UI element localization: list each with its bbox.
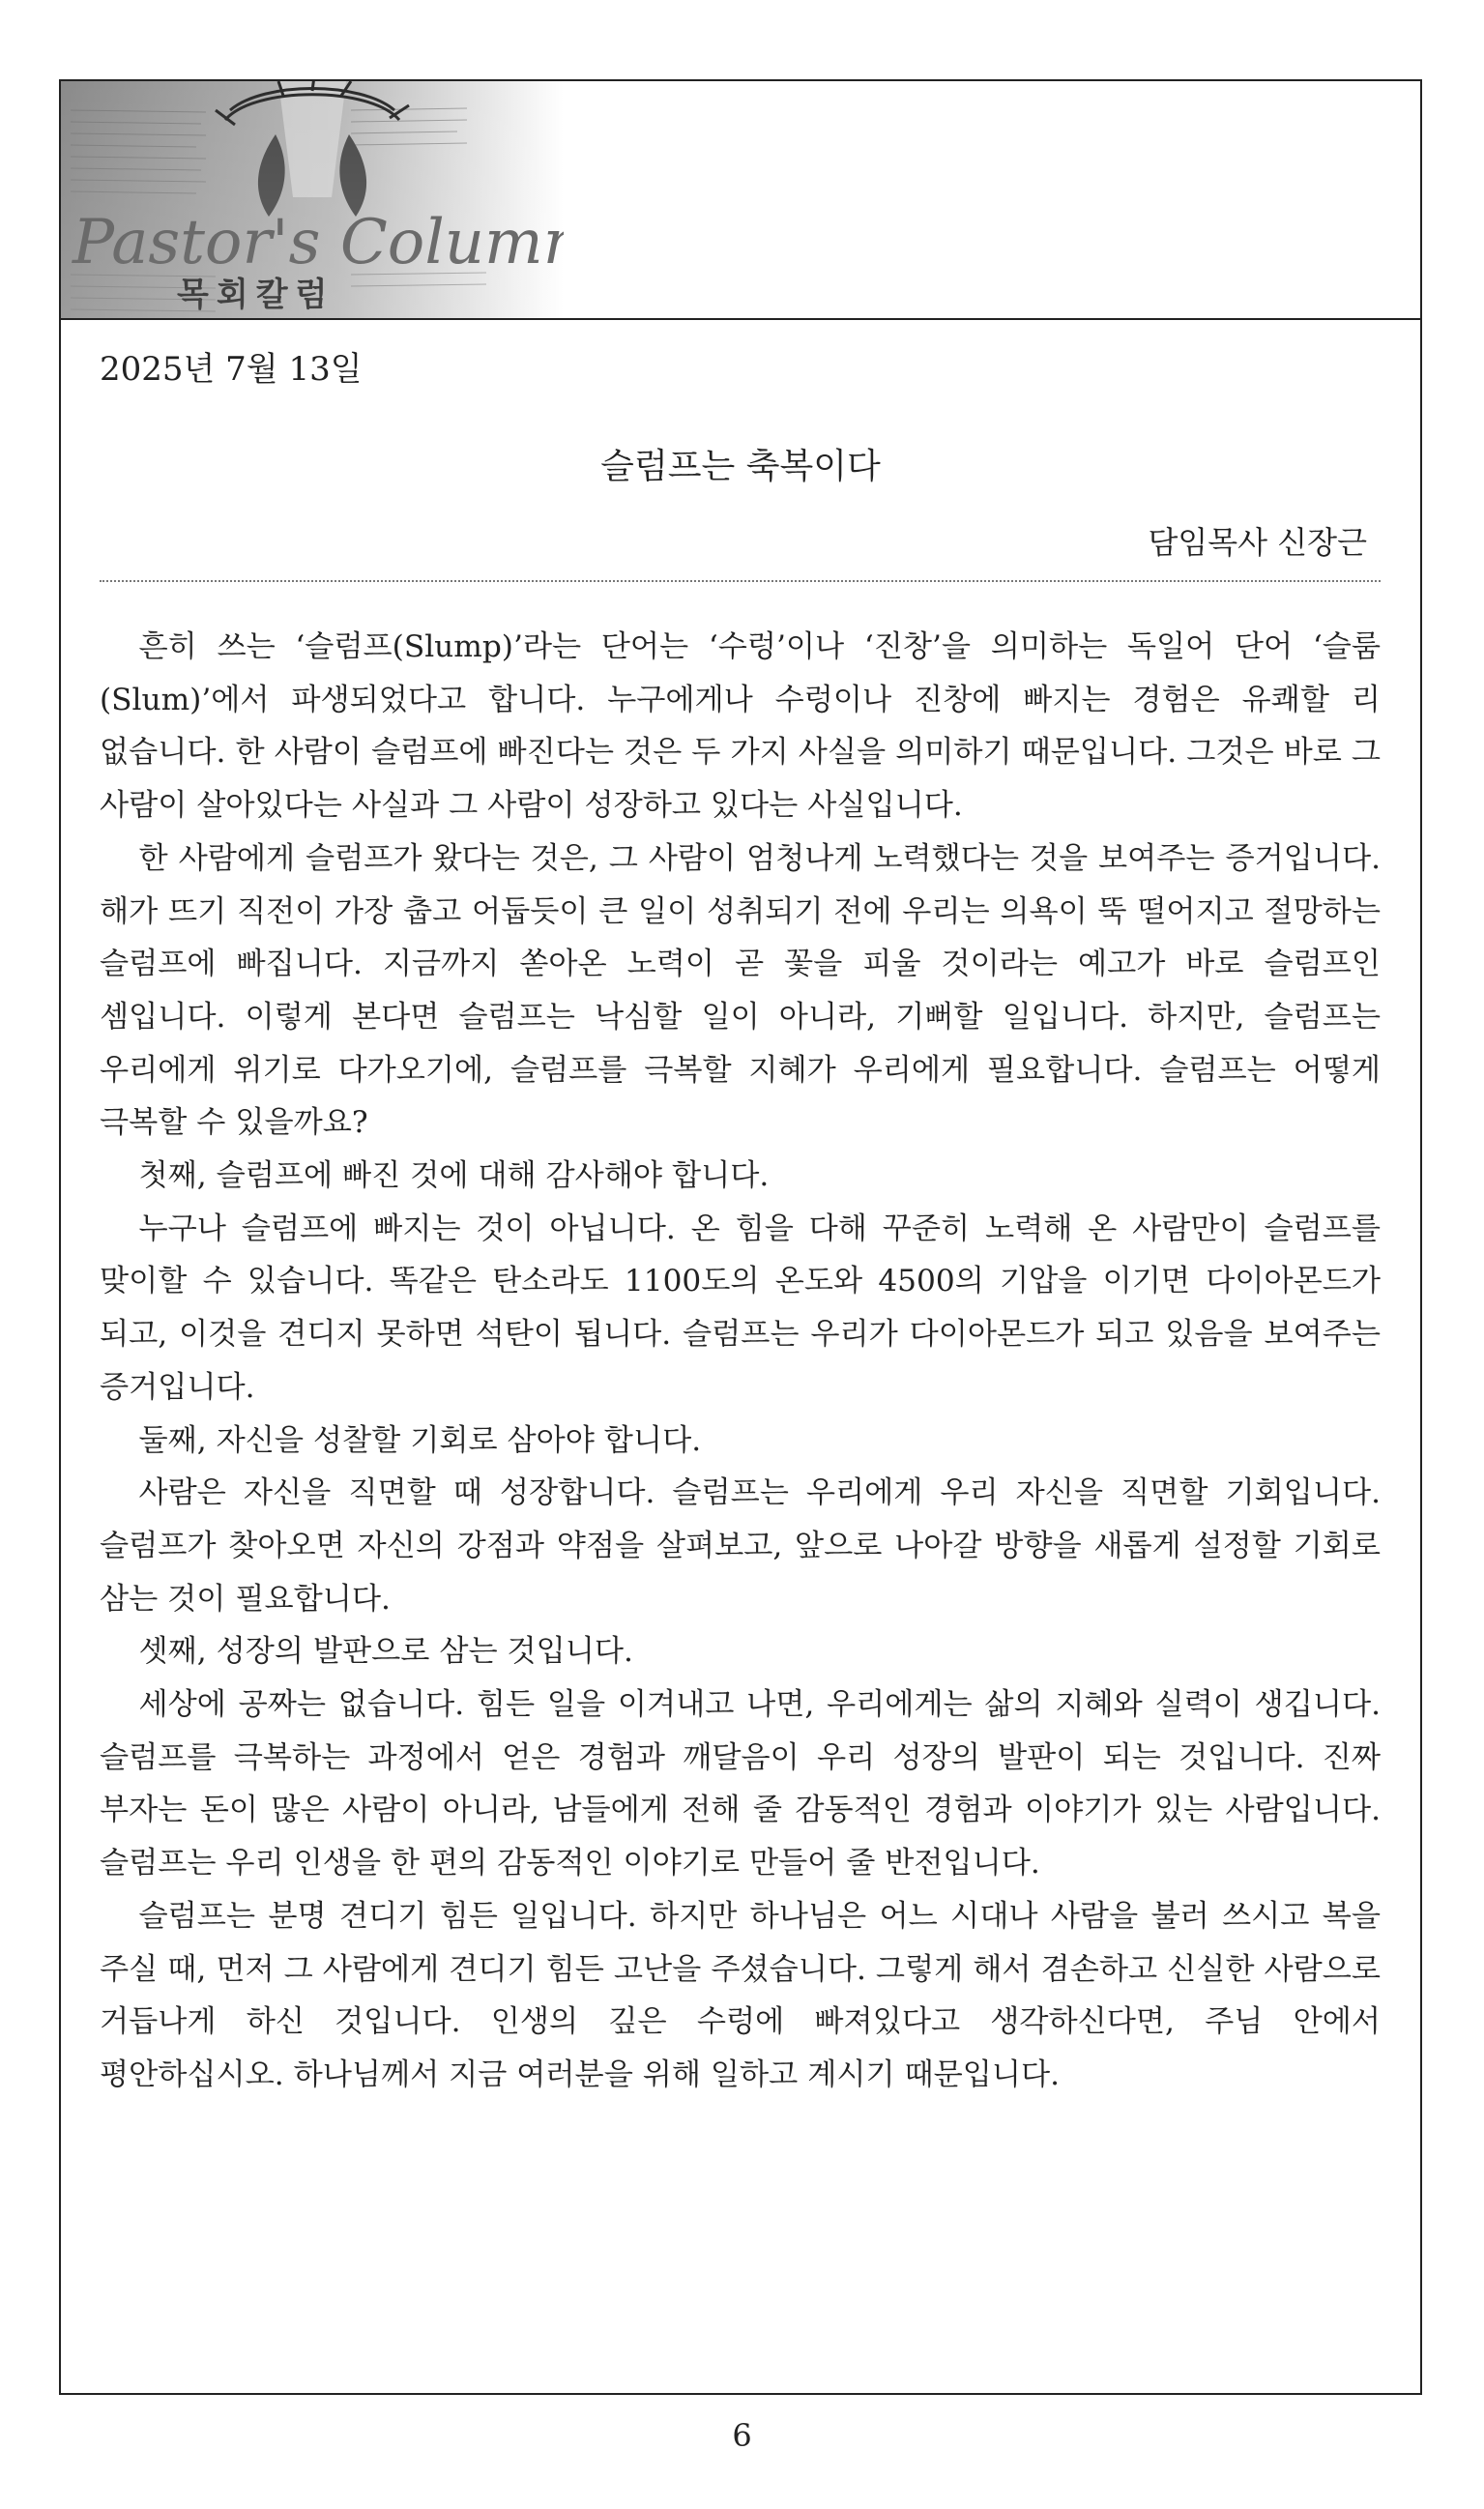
paragraph: 셋째, 성장의 발판으로 삼는 것입니다.: [138, 1634, 633, 1670]
column-frame: [59, 79, 1422, 2395]
column-header: [61, 81, 1420, 320]
paragraph: 둘째, 자신을 성찰할 기회로 삼아야 합니다.: [138, 1422, 702, 1458]
page-number: 6: [732, 2417, 752, 2454]
page-title: 슬럼프는 축복이다: [600, 447, 881, 486]
paragraph: 첫째, 슬럼프에 빠진 것에 대해 감사해야 합니다.: [138, 1158, 770, 1194]
column-date: 2025년 7월 13일: [100, 350, 363, 389]
author-name: 담임목사 신장근: [1148, 524, 1367, 561]
column-body: [100, 621, 1381, 2102]
paragraph: 누구나 슬럼프에 빠지는 것이 아닙니다. 온 힘을 다해 꾸준히 노력해 온 사람만이 슬럼프를 맞이할 수 있습니다. 똑같은 탄소라도 1100도의 온도와 4500의 기압을 이기면 다이아몬드가 되고, 이것을 견디지 못하면 석탄이 됩니다. 슬럼프는 우리가 다이아몬드가 되고 있음을 보여주는 증거입니다.: [100, 1211, 1381, 1405]
paragraph: 사람은 자신을 직면할 때 성장합니다. 슬럼프는 우리에게 우리 자신을 직면할 기회입니다. 슬럼프가 찾아오면 자신의 강점과 약점을 살펴보고, 앞으로 나아갈 방향을 새롭게 설정할 기회로 삼는 것이 필요합니다.: [100, 1475, 1381, 1617]
pastors-column-banner: [61, 81, 564, 318]
paragraph: 한 사람에게 슬럼프가 왔다는 것은, 그 사람이 엄청나게 노력했다는 것을 보여주는 증거입니다. 해가 뜨기 직전이 가장 춥고 어둡듯이 큰 일이 성취되기 전에 우리는 의욕이 뚝 떨어지고 절망하는 슬럼프에 빠집니다. 지금까지 쏟아온 노력이 곧 꽃을 피울 것이라는 예고가 바로 슬럼프인 셈입니다. 이렇게 본다면 슬럼프는 낙심할 일이 아니라, 기뻐할 일입니다. 하지만, 슬럼프는 우리에게 위기로 다가오기에, 슬럼프를 극복할 지혜가 우리에게 필요합니다. 슬럼프는 어떻게 극복할 수 있을까요?: [100, 840, 1381, 1141]
dotted-divider: [100, 580, 1381, 582]
paragraph: 흔히 쓰는 ‘슬럼프(Slump)’라는 단어는 ‘수렁’이나 ‘진창’을 의미하는 독일어 단어 ‘슬룸(Slum)’에서 파생되었다고 합니다. 누구에게나 수렁이나 진창에 빠지는 경험은 유쾌할 리 없습니다. 한 사람이 슬럼프에 빠진다는 것은 두 가지 사실을 의미하기 때문입니다. 그것은 바로 그 사람이 살아있다는 사실과 그 사람이 성장하고 있다는 사실입니다.: [100, 629, 1381, 824]
paragraph: 세상에 공짜는 없습니다. 힘든 일을 이겨내고 나면, 우리에게는 삶의 지혜와 실력이 생깁니다. 슬럼프를 극복하는 과정에서 얻은 경험과 깨달음이 우리 성장의 발판이 되는 것입니다. 진짜 부자는 돈이 많은 사람이 아니라, 남들에게 전해 줄 감동적인 경험과 이야기가 있는 사람입니다. 슬럼프는 우리 인생을 한 편의 감동적인 이야기로 만들어 줄 반전입니다.: [100, 1687, 1381, 1882]
paragraph: 슬럼프는 분명 견디기 힘든 일입니다. 하지만 하나님은 어느 시대나 사람을 불러 쓰시고 복을 주실 때, 먼저 그 사람에게 견디기 힘든 고난을 주셨습니다. 그렇게 해서 겸손하고 신실한 사람으로 거듭나게 하신 것입니다. 인생의 깊은 수렁에 빠져있다고 생각하신다면, 주님 안에서 평안하십시오. 하나님께서 지금 여러분을 위해 일하고 계시기 때문입니다.: [100, 1898, 1381, 2092]
